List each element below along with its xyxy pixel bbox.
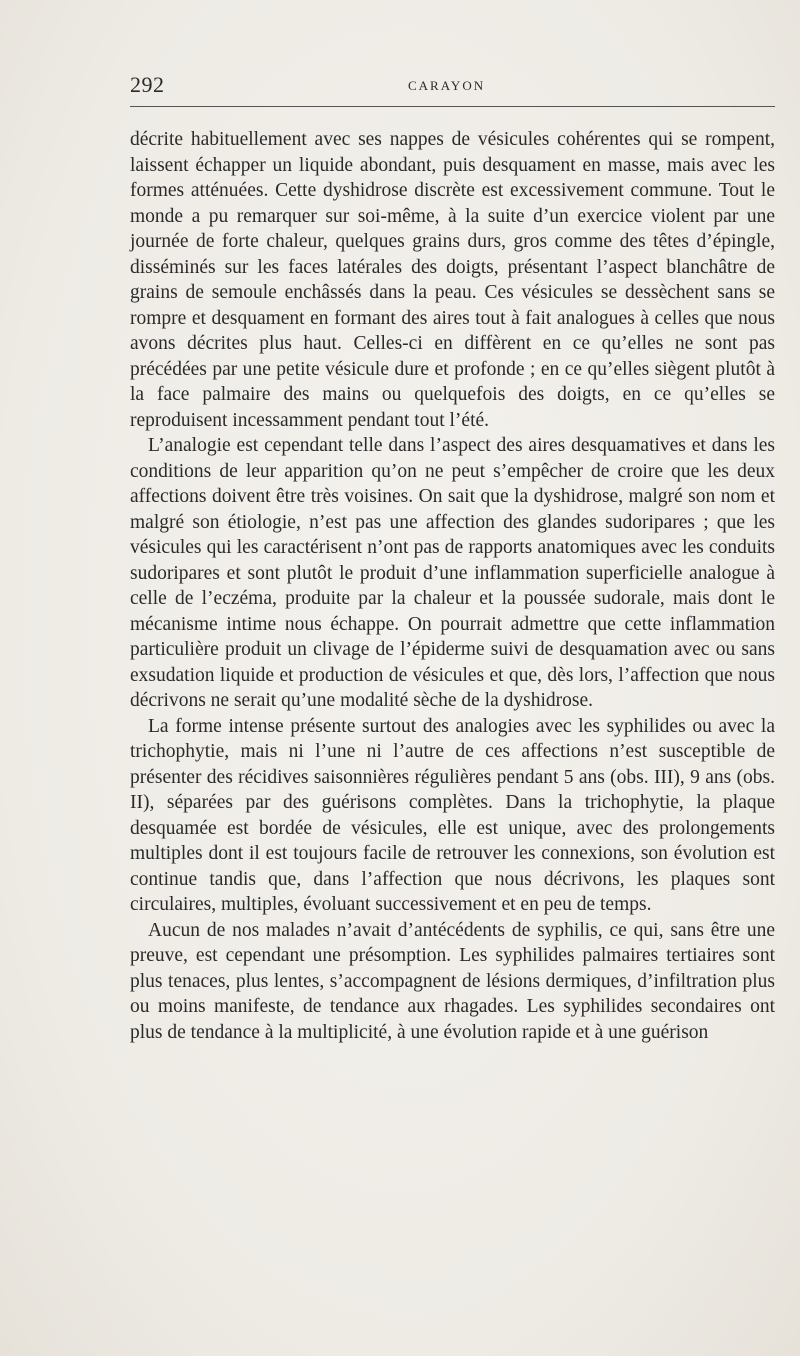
paragraph-3: La forme intense présente surtout des analogies avec les syphilides ou avec la trichophytie, mais ni l’une ni l’autre de ces affections n’est susceptible de présenter des récidives saisonnières régulières pendant 5 ans (obs. III), 9 ans (obs. II), séparées par des guérisons complètes. Dans la trichophytie, la plaque desquamée est bordée de vésicules, elle est unique, avec des prolongements multiples dont il est toujours facile de retrouver les connexions, son évolution est continue tandis que, dans l’affection que nous décrivons, les plaques sont circulaires, multiples, évoluant successivement et en peu de temps. — [130, 715, 775, 915]
paragraph-2: L’analogie est cependant telle dans l’aspect des aires desquamatives et dans les conditions de leur apparition qu’on ne peut s’empêcher de croire que les deux affections doivent être très voisines. On sait que la dyshidrose, malgré son nom et malgré son étiologie, n’est pas une affection des glandes sudoripares ; que les vésicules qui les caractérisent n’ont pas de rapports anatomiques avec les conduits sudoripares et sont plutôt le produit d’une inflammation superficielle analogue à celle de l’eczéma, produite par la chaleur et la poussée sudorale, mais dont le mécanisme intime nous échappe. On pourrait admettre que cette inflammation particulière produit un clivage de l’épiderme suivi de desquamation avec ou sans exsudation liquide et production de vésicules et que, dès lors, l’affection que nous décrivons ne serait qu’une modalité sèche de la dyshidrose. — [130, 435, 775, 711]
page-header — [130, 70, 775, 100]
header-rule — [130, 106, 775, 107]
paragraph-4: Aucun de nos malades n’avait d’antécédents de syphilis, ce qui, sans être une preuve, est cependant une présomption. Les syphilides palmaires tertiaires sont plus tenaces, plus lentes, s’accompagnent de lésions dermiques, d’infiltration plus ou moins manifeste, de tendance aux rhagades. Les syphilides secondaires ont plus de tendance à la multiplicité, à une évolution rapide et à une guérison — [130, 919, 775, 1043]
body-text — [130, 127, 775, 1045]
paragraph-1: décrite habituellement avec ses nappes de vésicules cohérentes qui se rompent, laissent échapper un liquide abondant, puis desquament en masse, mais avec les formes atténuées. Cette dyshidrose discrète est excessivement commune. Tout le monde a pu remarquer sur soi-même, à la suite d’un exercice violent par une journée de forte chaleur, quelques grains durs, gros comme des têtes d’épingle, disséminés sur les faces latérales des doigts, présentant l’aspect blanchâtre de grains de semoule enchâssés dans la peau. Ces vésicules se dessèchent sans se rompre et desquament en formant des aires tout à fait analogues à celles que nous avons décrites plus haut. Celles-ci en diffèrent en ce qu’elles ne sont pas précédées par une petite vésicule dure et profonde ; en ce qu’elles siègent plutôt à la face palmaire des mains ou quelquefois des doigts, en ce qu’elles se reproduisent incessamment pendant tout l’été. — [130, 129, 775, 431]
page-number: 292 — [130, 72, 165, 97]
running-head: CARAYON — [408, 78, 486, 93]
